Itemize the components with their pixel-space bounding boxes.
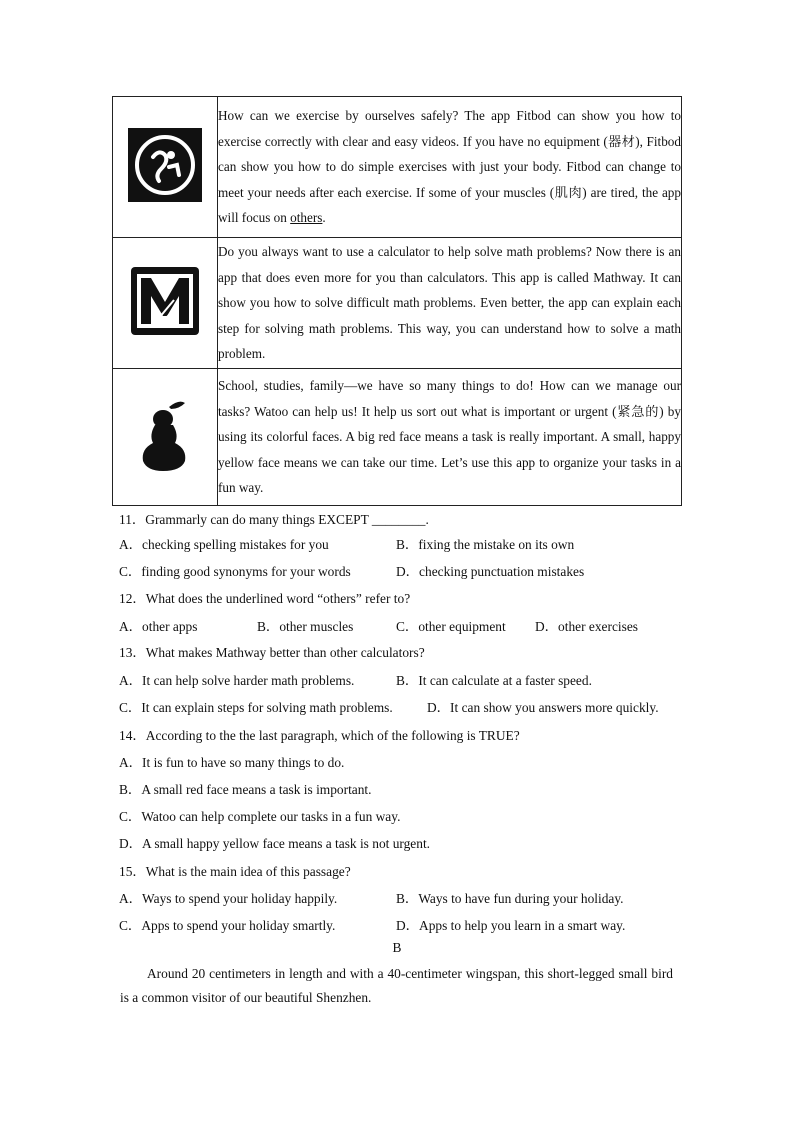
- fitbod-text-end: .: [322, 210, 326, 226]
- app-description: [218, 97, 682, 238]
- app-icon-cell: [113, 238, 218, 369]
- question-11-option-b: B．fixing the mistake on its own: [396, 537, 575, 552]
- app-icon-cell: [113, 369, 218, 506]
- mathway-m-icon: [130, 266, 200, 336]
- app-description: Do you always want to use a calculator to help solve math problems? Now there is an app that does even more for you than calculators. This app is called Mathway. It can show you how to solve difficult math problems. Even better, the app can explain each step for solving math problems. This way, you can understand how to solve a math problem.: [218, 238, 682, 369]
- question-11-option-a: A．checking spelling mistakes for you: [119, 537, 329, 552]
- question-13-option-c: C．It can explain steps for solving math problems.: [119, 700, 393, 715]
- app-description: School, studies, family—we have so many things to do! How can we manage our tasks? Watoo can help us! It help us sort out what is important or urgent (紧急的) by using its colorful faces. A big red face means a task is really important. A small, happy yellow face means we can take our time. Let’s use this app to organize your tasks in a fun way.: [218, 369, 682, 506]
- question-15-option-b: B．Ways to have fun during your holiday.: [396, 891, 624, 906]
- question-14-stem: 14．According to the the last paragraph, which of the following is TRUE?: [119, 728, 520, 743]
- question-15-option-d: D．Apps to help you learn in a smart way.: [396, 918, 626, 933]
- underlined-word-others: others: [290, 210, 323, 226]
- watoo-pear-icon: [135, 397, 195, 473]
- question-12-option-c: C．other equipment: [396, 619, 506, 634]
- question-11-option-d: D．checking punctuation mistakes: [396, 564, 585, 579]
- section-heading: B: [392, 940, 402, 955]
- question-11-option-c: C．finding good synonyms for your words: [119, 564, 351, 579]
- app-row-fitbod: [113, 97, 682, 238]
- question-14-option-d: D．A small happy yellow face means a task is not urgent.: [119, 836, 431, 851]
- app-row-watoo: [113, 369, 682, 506]
- app-icon-cell: [113, 97, 218, 238]
- question-15-option-a: A．Ways to spend your holiday happily.: [119, 891, 338, 906]
- question-12-stem: 12．What does the underlined word “others” refer to?: [119, 591, 411, 606]
- app-row-mathway: [113, 238, 682, 369]
- question-15-stem: 15．What is the main idea of this passage?: [119, 864, 351, 879]
- apps-table: [112, 96, 682, 506]
- question-11-stem: 11．Grammarly can do many things EXCEPT ________.: [119, 512, 429, 527]
- question-14-option-a: A．It is fun to have so many things to do.: [119, 755, 345, 770]
- question-12-option-d: D．other exercises: [535, 619, 638, 634]
- section-b-paragraph: Around 20 centimeters in length and with a 40-centimeter wingspan, this short-legged small bird is a common visitor of our beautiful Shenzhen.: [120, 966, 673, 1005]
- question-13-option-b: B．It can calculate at a faster speed.: [396, 673, 592, 688]
- question-14-option-c: C．Watoo can help complete our tasks in a fun way.: [119, 809, 401, 824]
- question-13-option-d: D．It can show you answers more quickly.: [427, 700, 659, 715]
- question-14-option-b: B．A small red face means a task is important.: [119, 782, 372, 797]
- fitness-figure-icon: [127, 127, 203, 203]
- question-12-option-a: A．other apps: [119, 619, 198, 634]
- question-13-option-a: A．It can help solve harder math problems.: [119, 673, 355, 688]
- question-15-option-c: C．Apps to spend your holiday smartly.: [119, 918, 336, 933]
- question-12-option-b: B．other muscles: [257, 619, 354, 634]
- fitbod-text: How can we exercise by ourselves safely? The app Fitbod can show you how to exercise correctly with clear and easy videos. If you have no equipment (器材), Fitbod can show you how to do simple exercises with just your body. Fitbod can change to meet your needs after each exercise. If some of your muscles (肌肉) are tired, the app will focus on: [218, 108, 681, 226]
- question-13-stem: 13．What makes Mathway better than other calculators?: [119, 645, 425, 660]
